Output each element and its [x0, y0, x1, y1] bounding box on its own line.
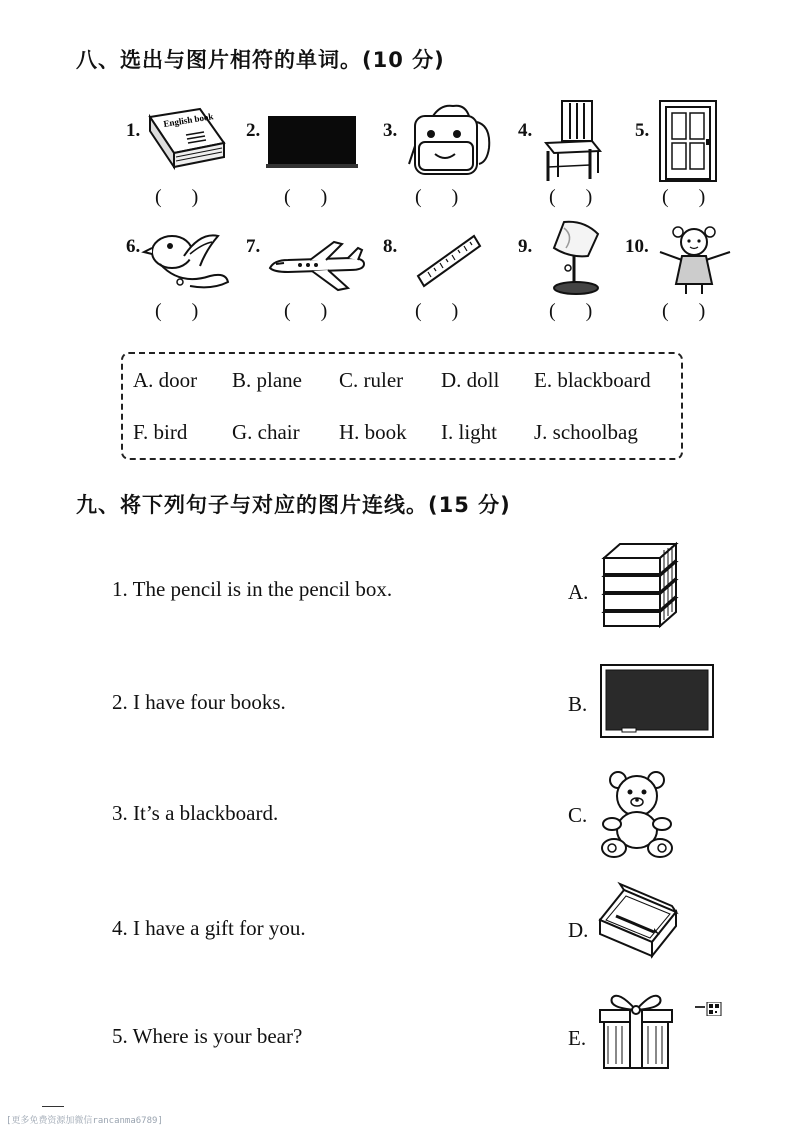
- blackboard-icon[interactable]: [600, 664, 716, 740]
- gift-box-icon[interactable]: [598, 990, 674, 1072]
- answer-blank[interactable]: ( ): [284, 186, 328, 208]
- section-8-title: 八、选出与图片相符的单词。(10 分): [76, 48, 445, 72]
- pencil-box-icon[interactable]: [596, 880, 680, 970]
- item-number: 8.: [383, 236, 398, 257]
- item-number: 5.: [635, 120, 650, 141]
- item-number: 9.: [518, 236, 533, 257]
- option-item: G. chair: [232, 420, 300, 444]
- item-number: 1.: [126, 120, 141, 141]
- door-icon: [658, 99, 720, 185]
- option-item: E. blackboard: [534, 368, 651, 392]
- bird-icon: [140, 226, 232, 292]
- footer-rule: [42, 1106, 64, 1107]
- sentence-item[interactable]: 4. I have a gift for you.: [112, 916, 306, 940]
- chair-icon: [540, 97, 606, 183]
- option-item: I. light: [441, 420, 497, 444]
- item-number: 4.: [518, 120, 533, 141]
- option-item: F. bird: [133, 420, 188, 444]
- stack-of-books-icon[interactable]: [600, 540, 682, 632]
- sentence-item[interactable]: 1. The pencil is in the pencil box.: [112, 577, 393, 601]
- answer-blank[interactable]: ( ): [155, 186, 199, 208]
- answer-blank[interactable]: ( ): [415, 300, 459, 322]
- english-book-icon: [142, 105, 228, 175]
- answer-blank[interactable]: ( ): [415, 186, 459, 208]
- answer-blank[interactable]: ( ): [662, 186, 706, 208]
- option-item: A. door: [133, 368, 198, 392]
- picture-letter: B.: [568, 692, 588, 716]
- picture-letter: A.: [568, 580, 589, 604]
- doll-icon: [656, 222, 734, 298]
- answer-blank[interactable]: ( ): [155, 300, 199, 322]
- option-item: H. book: [339, 420, 407, 444]
- answer-blank[interactable]: ( ): [549, 300, 593, 322]
- qr-code-icon: [695, 1002, 723, 1016]
- picture-letter: D.: [568, 918, 589, 942]
- item-number: 3.: [383, 120, 398, 141]
- option-item: C. ruler: [339, 368, 404, 392]
- blackboard-icon: [266, 114, 358, 172]
- item-number: 10.: [625, 236, 649, 257]
- item-number: 6.: [126, 236, 141, 257]
- footer-watermark: [更多免费资源加微信rancanma6789]: [6, 1116, 163, 1126]
- item-number: 2.: [246, 120, 261, 141]
- option-item: D. doll: [441, 368, 500, 392]
- sentence-item[interactable]: 5. Where is your bear?: [112, 1024, 303, 1048]
- picture-letter: C.: [568, 803, 588, 827]
- sentence-item[interactable]: 2. I have four books.: [112, 690, 286, 714]
- picture-letter: E.: [568, 1026, 587, 1050]
- lamp-icon: [544, 218, 606, 298]
- option-item: J. schoolbag: [534, 420, 638, 444]
- plane-icon: [264, 238, 368, 294]
- schoolbag-icon: [405, 102, 495, 180]
- ruler-icon: [414, 230, 484, 292]
- sentence-item[interactable]: 3. It’s a blackboard.: [112, 801, 279, 825]
- section-9-title: 九、将下列句子与对应的图片连线。(15 分): [76, 493, 511, 517]
- option-item: B. plane: [232, 368, 302, 392]
- answer-blank[interactable]: ( ): [549, 186, 593, 208]
- teddy-bear-icon[interactable]: [598, 768, 678, 860]
- book-label: English book: [162, 111, 214, 129]
- item-number: 7.: [246, 236, 261, 257]
- answer-blank[interactable]: ( ): [662, 300, 706, 322]
- answer-blank[interactable]: ( ): [284, 300, 328, 322]
